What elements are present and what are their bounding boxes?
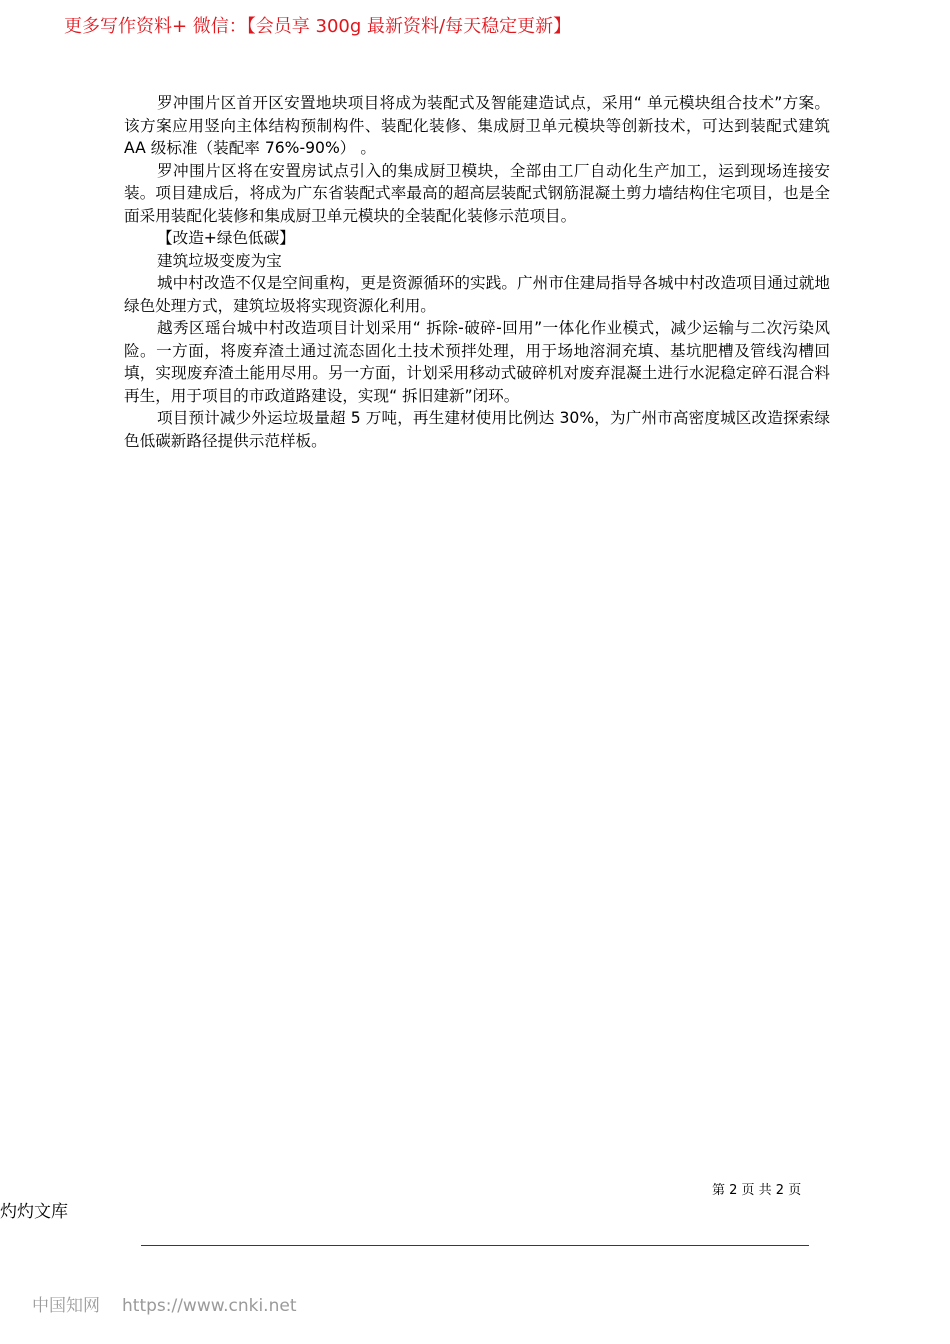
body-paragraph-1: 罗冲围片区首开区安置地块项目将成为装配式及智能建造试点，采用“ 单元模块组合技术”方案。该方案应用竖向主体结构预制构件、装配化装修、集成厨卫单元模块等创新技术，可达到装配式建筑 AA 级标准（装配率 76%-90%） 。 bbox=[124, 94, 830, 157]
body-paragraph-2: 罗冲围片区将在安置房试点引入的集成厨卫模块，全部由工厂自动化生产加工，运到现场连接安装。项目建成后，将成为广东省装配式率最高的超高层装配式钢筋混凝土剪力墙结构住宅项目，也是全面采用装配化装修和集成厨卫单元模块的全装配化装修示范项目。 bbox=[124, 161, 830, 225]
cnki-watermark bbox=[32, 1294, 296, 1318]
page-number: 第 2 页 共 2 页 bbox=[712, 1183, 802, 1198]
body-paragraph-4: 越秀区瑶台城中村改造项目计划采用“ 拆除-破碎-回用”一体化作业模式，减少运输与二次污染风险。一方面，将废弃渣土通过流态固化土技术预拌处理，用于场地溶洞充填、基坑肥槽及管线沟槽回填，实现废弃渣土能用尽用。另一方面，计划采用移动式破碎机对废弃混凝土进行水泥稳定碎石混合料再生，用于项目的市政道路建设，实现“ 拆旧建新”闭环。 bbox=[124, 319, 830, 405]
watermark-url: https://www.cnki.net bbox=[122, 1296, 297, 1316]
promo-banner-link[interactable]: 更多写作资料+ 微信：【会员享 300g 最新资料/每天稳定更新】 bbox=[64, 16, 572, 37]
source-library-name: 灼灼文库 bbox=[0, 1202, 68, 1222]
body-paragraph-5: 项目预计减少外运垃圾量超 5 万吨，再生建材使用比例达 30%，为广州市高密度城区改造探索绿色低碳新路径提供示范样板。 bbox=[124, 409, 830, 450]
section-heading: 【改造+绿色低碳】 bbox=[157, 229, 295, 247]
subsection-heading: 建筑垃圾变废为宝 bbox=[157, 251, 282, 270]
document-body bbox=[124, 92, 830, 452]
watermark-brand: 中国知网 bbox=[32, 1296, 100, 1316]
body-paragraph-3: 城中村改造不仅是空间重构，更是资源循环的实践。广州市住建局指导各城中村改造项目通过就地绿色处理方式，建筑垃圾将实现资源化利用。 bbox=[124, 274, 830, 315]
footer-divider bbox=[141, 1245, 809, 1246]
